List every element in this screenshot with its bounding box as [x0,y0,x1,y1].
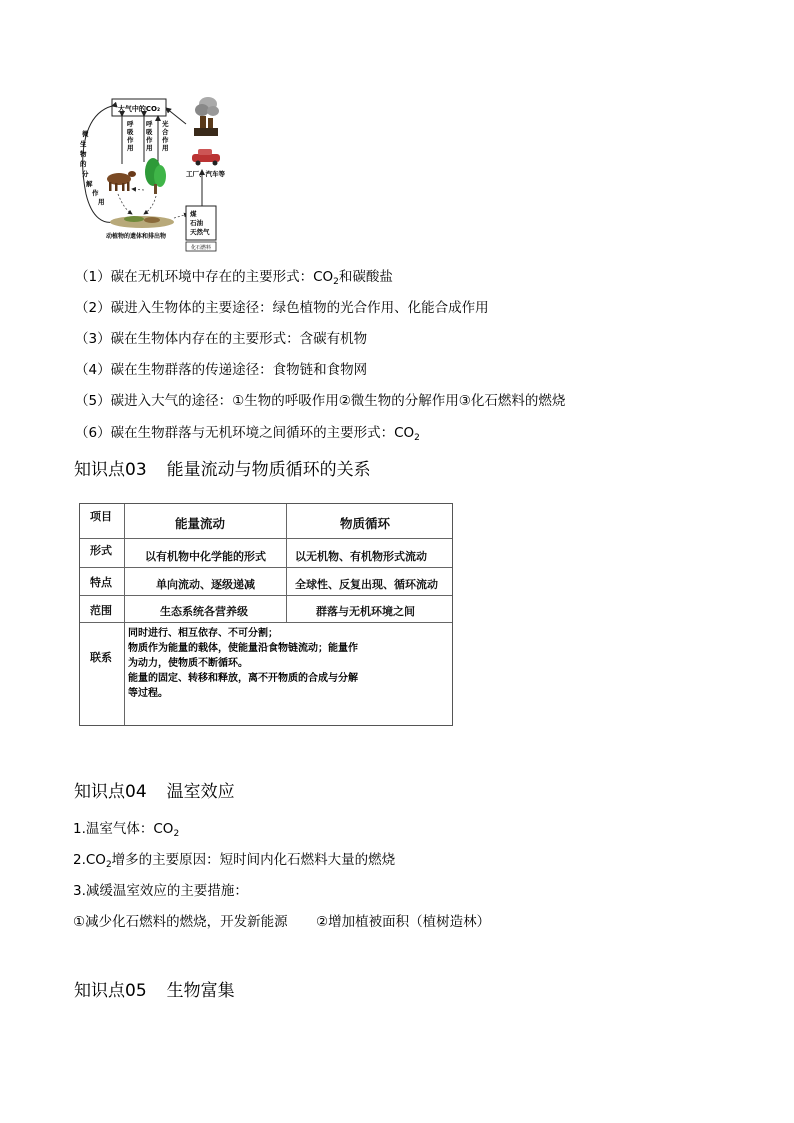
carbon-point-5: （5）碳进入大气的途径：①生物的呼吸作用②微生物的分解作用③化石燃料的燃烧 [75,393,566,409]
link-line-5: 等过程。 [128,688,168,699]
greenhouse-measure-2: ②增加植被面积（植树造林） [316,914,491,930]
section-heading-04: 知识点04 温室效应 [74,782,235,802]
greenhouse-measure-1: ①减少化石燃料的燃烧，开发新能源 [73,914,288,930]
header-energy-flow: 能量流动 [175,516,226,531]
factory-car-label: 工厂、汽车等 [186,170,225,178]
header-item: 项目 [90,510,112,523]
section-heading-03: 知识点03 能量流动与物质循环的关系 [74,460,371,480]
carbon-point-3: （3）碳在生物体内存在的主要形式：含碳有机物 [75,331,368,347]
photosynthesis-label: 光合作用 [162,120,169,152]
carbon-cycle-diagram [74,94,234,260]
carbon-point-6: （6）碳在生物群落与无机环境之间循环的主要形式：$CO_2$ [75,425,420,443]
remains-label: 动植物的遗体和排出物 [105,233,167,240]
link-line-1: 同时进行、相互依存、不可分割； [128,628,278,639]
greenhouse-gas: 1.温室气体：$CO_2$ [73,821,180,839]
carbon-point-2: （2）碳进入生物体的主要途径：绿色植物的光合作用、化能合成作用 [75,300,489,316]
decomposition-label: 微生物的分解作用 [80,130,105,206]
carbon-cycle-figure [74,94,234,260]
row-label-feature: 特点 [90,576,112,589]
tree-icon [145,158,166,194]
header-matter-cycle: 物质循环 [340,516,391,531]
row-label-form: 形式 [90,544,112,557]
cell-form-energy: 以有机物中化学能的形式 [145,550,266,563]
section-heading-05: 知识点05 生物富集 [74,981,235,1001]
cell-feature-matter: 全球性、反复出现、循环流动 [295,578,438,591]
factory-icon [194,97,219,136]
carbon-point-1: （1）碳在无机环境中存在的主要形式：$CO_2$和碳酸盐 [75,269,393,287]
greenhouse-cause: $2.CO_2$增多的主要原因：短时间内化石燃料大量的燃烧 [73,852,396,870]
row-label-link: 联系 [90,651,112,664]
cell-form-matter: 以无机物、有机物形式流动 [295,550,427,563]
cell-scope-matter: 群落与无机环境之间 [316,605,415,618]
row-label-scope: 范围 [90,604,112,617]
energy-matter-table [79,503,453,726]
cell-scope-energy: 生态系统各营养级 [160,605,248,618]
carbon-point-4: （4）碳在生物群落的传递途径：食物链和食物网 [75,362,368,378]
car-icon [192,149,220,166]
greenhouse-measures-title: 3.减缓温室效应的主要措施： [73,883,248,899]
fossil-box-label: 煤石油天然气 [190,210,210,236]
link-line-4: 能量的固定、转移和释放，离不开物质的合成与分解 [128,673,358,684]
remains-pile-icon [110,216,174,228]
link-line-2: 物质作为能量的载体，使能量沿食物链流动；能量作 [128,643,358,654]
atmosphere-label: 大气中的CO₂ [117,105,161,113]
cell-feature-energy: 单向流动、逐级递减 [156,578,255,591]
link-line-3: 为动力，使物质不断循环。 [128,658,248,669]
cow-icon [107,171,136,191]
fossil-fuel-label: 化石燃料 [190,245,212,251]
respiration-mid-label: 呼吸作用 [146,120,153,152]
respiration-left-label: 呼吸作用 [127,120,134,152]
